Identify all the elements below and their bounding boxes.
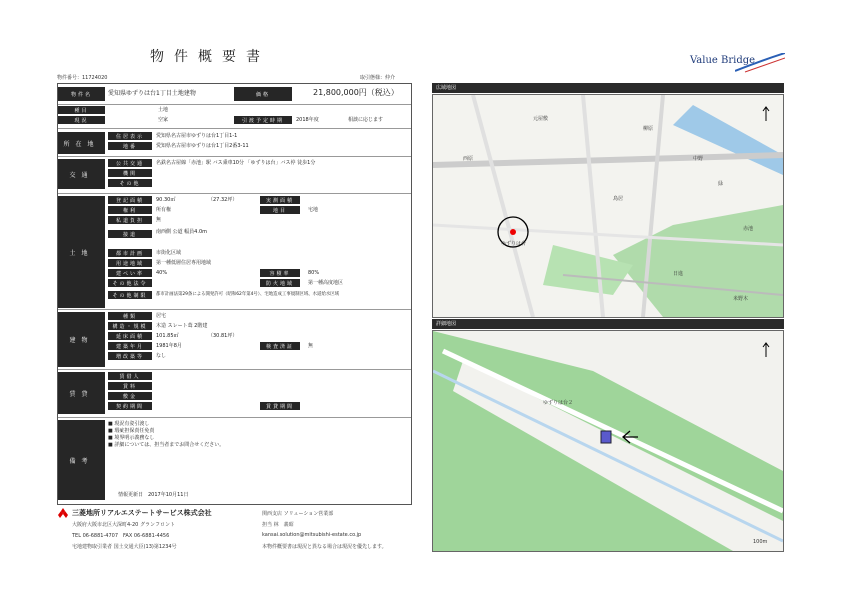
value-btype: 居宅	[156, 313, 167, 319]
remark-item: ■ 現況有姿引渡し	[108, 421, 150, 427]
label-area: 登記面積	[108, 196, 152, 204]
value-name: 愛知県ゆずりは台1丁目土地建物	[108, 90, 196, 97]
value-type: 土地	[158, 107, 169, 113]
label-rent: 賃料	[108, 382, 152, 390]
value-city: 市街化区域	[156, 250, 182, 256]
label-contract: 契約期間	[108, 402, 152, 410]
section-building: 建物	[58, 312, 105, 367]
property-sheet	[57, 83, 412, 505]
label-far: 容積率	[260, 269, 300, 277]
label-inspection: 検査済証	[260, 342, 300, 350]
value-structure: 木造 スレート葺 2階建	[156, 323, 208, 329]
label-name: 物件名	[58, 87, 105, 101]
label-deposit: 敷金	[108, 392, 152, 400]
label-fire: 防火地域	[260, 279, 300, 287]
map-scale: 100m	[753, 539, 768, 545]
map-label: 中野	[693, 156, 704, 162]
label-type: 種目	[58, 106, 105, 114]
value-line: 名鉄名古屋線「赤池」駅 バス乗車10分 「ゆずりは台」バス停 徒歩1分	[156, 160, 316, 166]
remark-item: ■ 境界明示義務なし	[108, 435, 155, 441]
logo-swoosh-icon	[735, 53, 785, 73]
value-delivery: 2018年度	[296, 117, 319, 123]
label-line: 機関	[108, 169, 152, 177]
value-address: 愛知県名古屋市ゆずりは台1丁目1-1	[156, 133, 238, 139]
section-location: 所在地	[58, 132, 105, 154]
value-tsubo: （27.32坪）	[208, 197, 238, 203]
wide-map[interactable]	[432, 94, 784, 318]
detail-map-label: ゆずりは台２	[543, 400, 574, 406]
company-person: 担当 林 義昭	[262, 522, 294, 528]
section-land: 土地	[58, 196, 105, 308]
label-public: 公共交通	[108, 159, 152, 167]
label-free: 賃貸期間	[260, 402, 300, 410]
company-tel: TEL 06-6881-4707 FAX 06-6881-4456	[72, 533, 170, 539]
transaction-type: 取引態様：仲介	[360, 75, 396, 81]
company-footnote: 本物件概要書は現況と異なる場合は現況を優先します。	[262, 544, 387, 550]
value-price: 21,800,000円（税込）	[313, 88, 399, 97]
label-measured: 実測面積	[260, 196, 300, 204]
value-floor: 101.85㎡	[156, 333, 179, 339]
update-date: 情報更新日 2017年10月11日	[118, 492, 189, 498]
value-floor-tsubo: （30.81坪）	[208, 333, 238, 339]
value-right: 所有権	[156, 207, 172, 213]
wide-map-caption: 広域地図	[432, 83, 784, 93]
company-logo: Value Bridge	[690, 55, 756, 66]
document-title: 物件概要書	[150, 49, 270, 65]
label-floor: 延床面積	[108, 332, 152, 340]
property-number: 物件番号：11724020	[57, 75, 108, 81]
map-label: 日進	[673, 271, 684, 277]
label-enlarge: 増改築等	[108, 352, 152, 360]
value-notes: 都市計画法第29条による開発許可（昭和62年第4号）、宅地造成工事規制区域、水道給水区域	[156, 292, 340, 297]
company-license: 宅地建物取引業者 国土交通大臣(13)第1234号	[72, 544, 177, 550]
label-delivery: 引渡予定時期	[234, 116, 292, 124]
label-bcr: 建ぺい率	[108, 269, 152, 277]
company-name: 三菱地所リアルエステートサービス株式会社	[72, 509, 212, 517]
label-price: 価格	[234, 87, 292, 101]
value-built: 1981年8月	[156, 343, 182, 349]
label-zone: 用途地域	[108, 259, 152, 267]
detail-map-caption: 詳細地図	[432, 319, 784, 329]
label-btype: 種類	[108, 312, 152, 320]
mitsubishi-logo-icon	[57, 508, 69, 518]
location-pin-icon	[510, 229, 516, 235]
map-label: 赤池	[743, 226, 754, 232]
label-other-law: その他法令	[108, 279, 152, 287]
company-dept: 関西支店 ソリューション営業部	[262, 511, 334, 517]
label-notes: その他制限	[108, 291, 152, 299]
value-status: 空家	[158, 117, 169, 123]
label-category: 地目	[260, 206, 300, 214]
label-structure: 構造・規模	[108, 322, 152, 330]
map-label: 西原	[463, 156, 474, 162]
map-label: 米野木	[733, 296, 749, 302]
value-road: 南西側 公道 幅員4.0m	[156, 229, 208, 235]
map-label: 緑	[718, 181, 724, 187]
label-private-road: 私道負担	[108, 216, 152, 224]
label-city: 都市計画	[108, 249, 152, 257]
remark-item: ■ 詳細については、担当者までお問合せください。	[108, 442, 225, 448]
value-bcr: 40%	[156, 270, 168, 276]
label-status: 現況	[58, 116, 105, 124]
value-far: 80%	[308, 270, 320, 276]
label-address: 住居表示	[108, 132, 152, 140]
label-right: 権利	[108, 206, 152, 214]
remark-item: ■ 瑕疵担保責任免責	[108, 428, 155, 434]
company-email: kansai.solution@mitsubishi-estate.co.jp	[262, 532, 362, 538]
value-delivery-note: 相談に応じます	[348, 117, 384, 123]
map-label: 鳥居	[613, 196, 624, 202]
property-marker	[601, 431, 611, 443]
map-label: ゆずりは台	[501, 241, 527, 247]
value-private-road: 無	[156, 217, 162, 223]
value-inspection: 無	[308, 343, 314, 349]
label-road: 接道	[108, 230, 152, 238]
value-lot: 愛知県名古屋市ゆずりは台1丁目2番3-11	[156, 143, 249, 149]
label-built: 建築年月	[108, 342, 152, 350]
value-category: 宅地	[308, 207, 319, 213]
label-transport-other: その他	[108, 179, 152, 187]
label-tenant: 賃借人	[108, 372, 152, 380]
detail-map[interactable]	[432, 330, 784, 552]
value-zone: 第一種低層住居専用地域	[156, 260, 212, 266]
section-transport: 交通	[58, 159, 105, 189]
section-remarks: 備考	[58, 420, 105, 500]
section-rental: 賃貸	[58, 372, 105, 414]
label-lot: 地番	[108, 142, 152, 150]
value-fire: 第一種高度地区	[308, 280, 344, 286]
value-area: 90.30㎡	[156, 197, 176, 203]
map-label: 元屋敷	[533, 116, 549, 122]
company-address: 大阪府大阪市北区大深町4-20 グランフロント	[72, 522, 175, 528]
map-label: 柳原	[643, 126, 654, 132]
value-enlarge: なし	[156, 353, 167, 359]
